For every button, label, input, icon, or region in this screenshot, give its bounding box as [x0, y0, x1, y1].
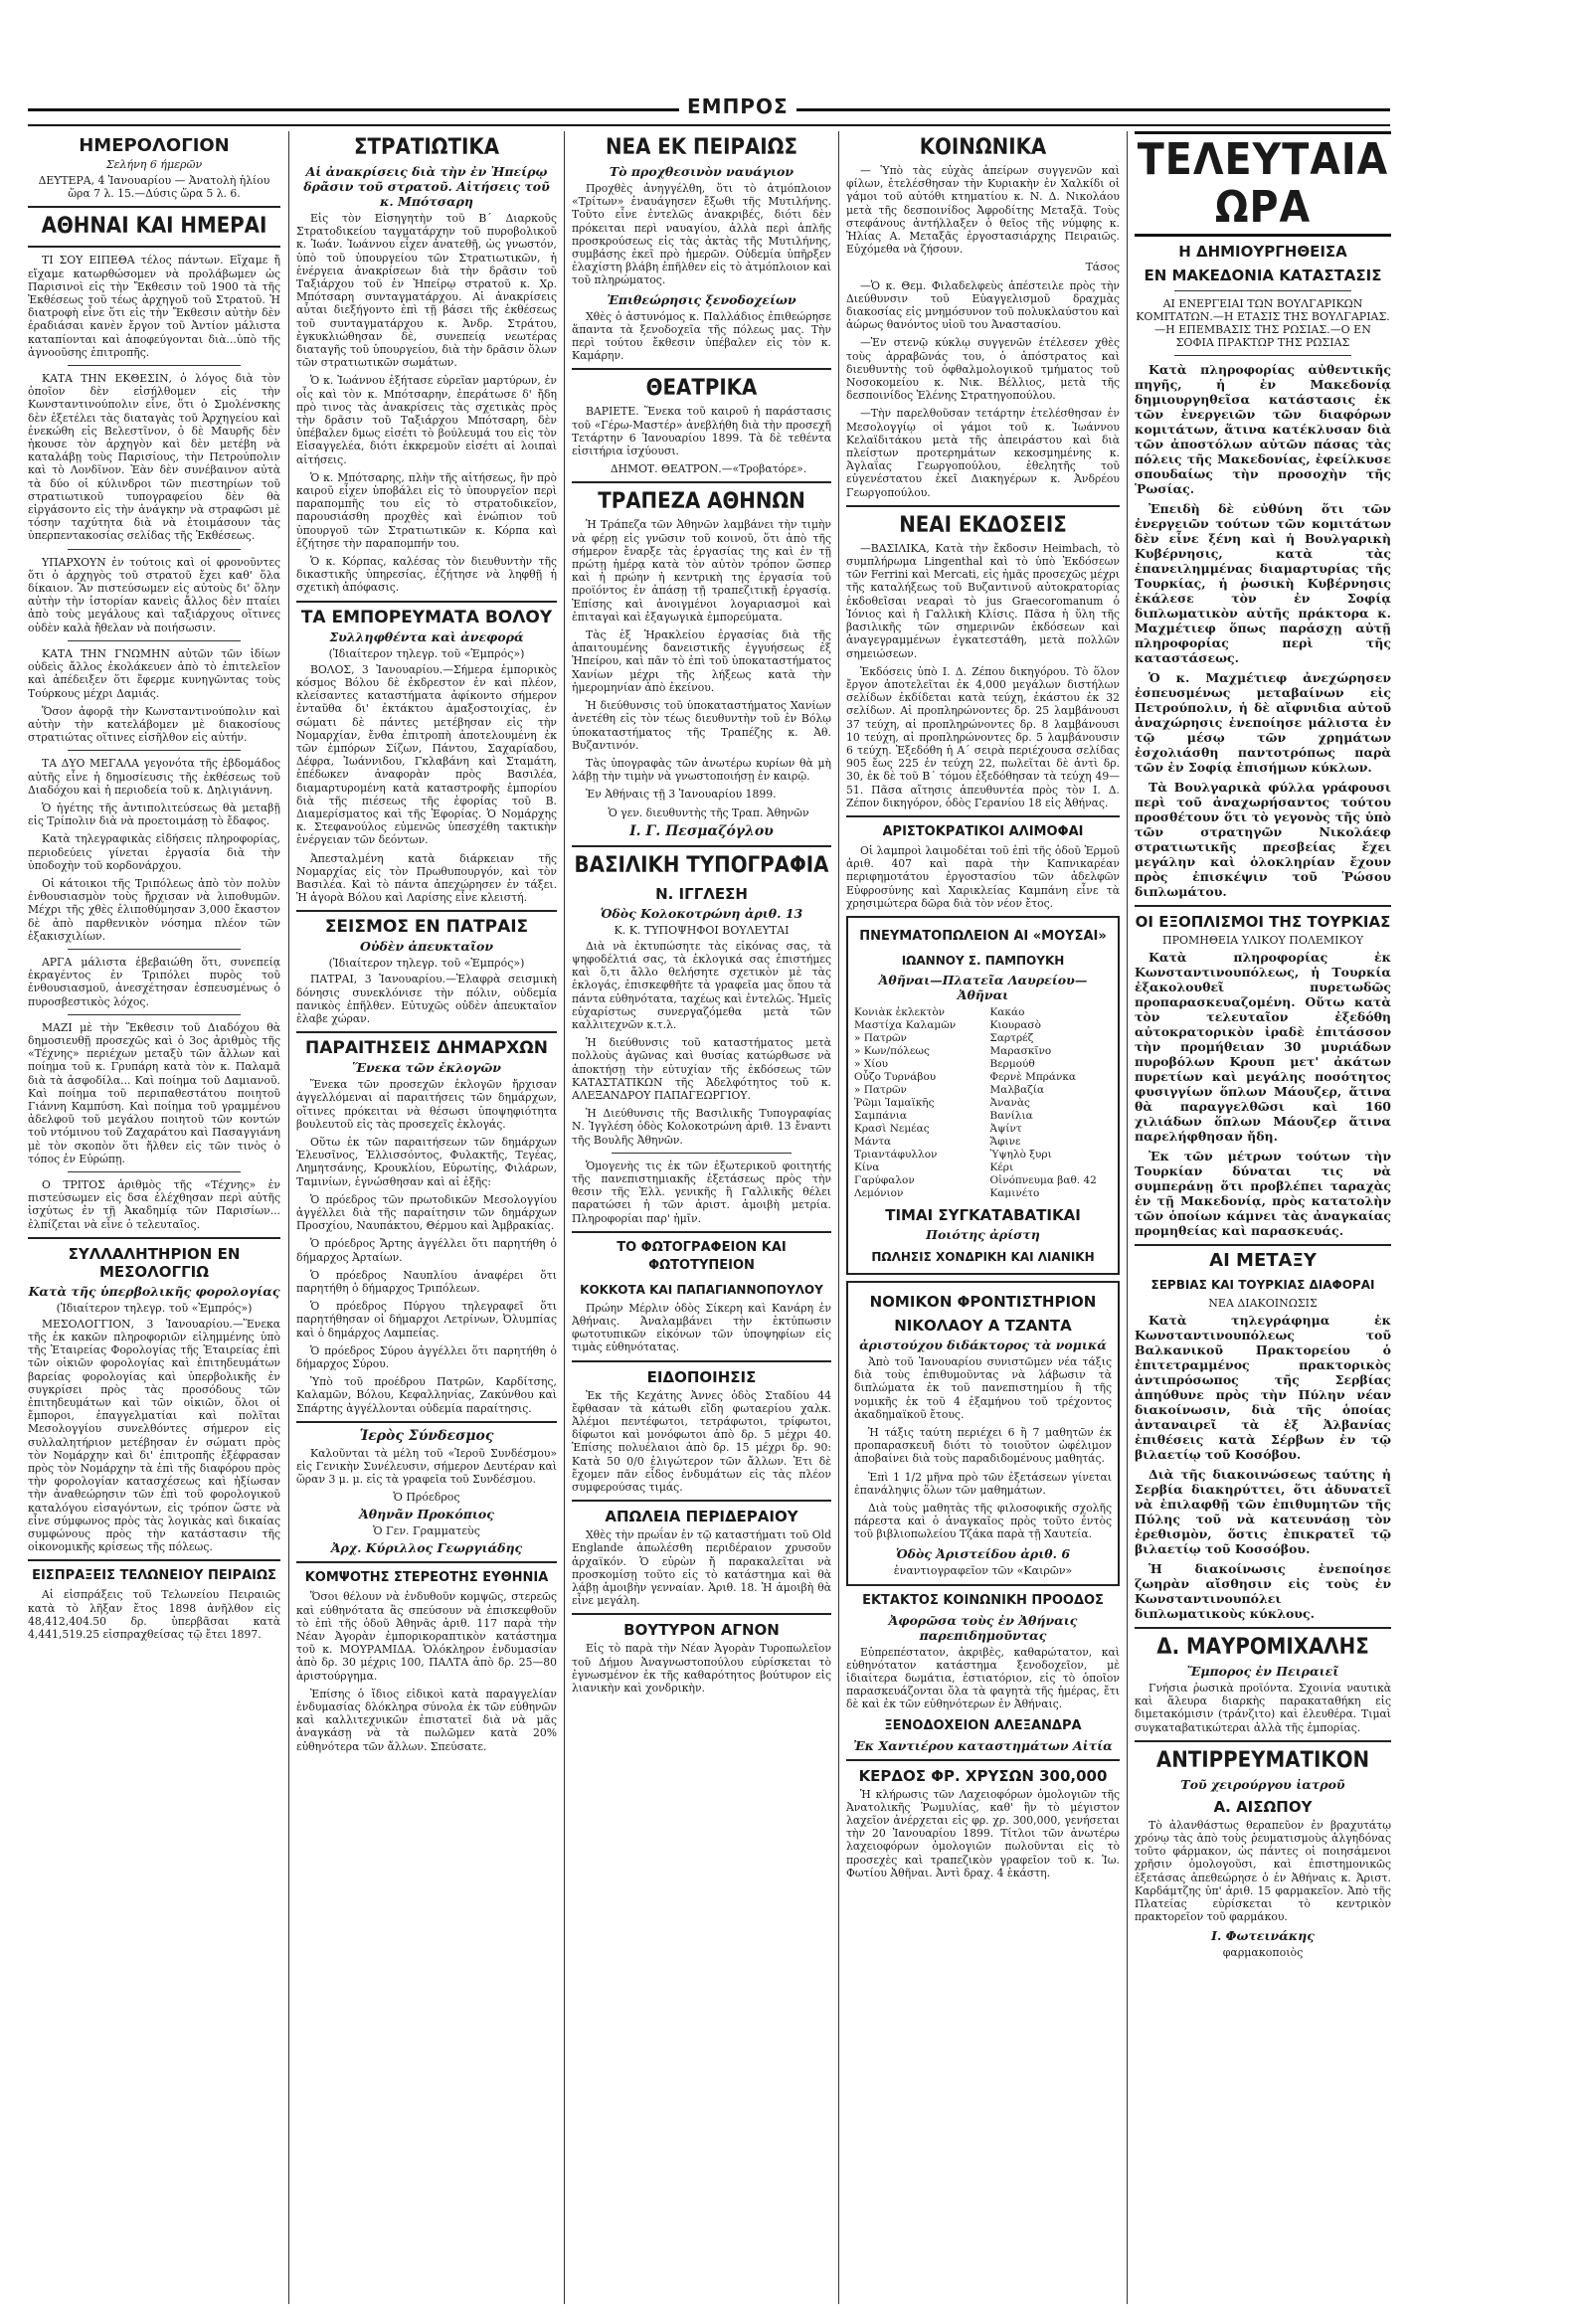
- article-headline: ΟΙ ΕΞΟΠΛΙΣΜΟΙ ΤΗΣ ΤΟΥΡΚΙΑΣ: [1135, 913, 1391, 931]
- list-item: Μαρασκῖνο: [989, 1044, 1052, 1057]
- article-headline: ΣΕΙΣΜΟΣ ΕΝ ΠΑΤΡΑΙΣ: [324, 917, 529, 938]
- advert-text: Ἡ τάξις ταύτη περιέχει 6 ἢ 7 μαθητῶν ἐκ προπαρασκευῆ διότι τὸ τοιοῦτον ὠφέλιμον ἀποβαίνει διὰ τοὺς παραδιδομένους μαθητάς.: [854, 1425, 1112, 1466]
- list-item: Ὑψηλὸ ξυρι: [989, 1148, 1052, 1161]
- column-1: [28, 131, 280, 2304]
- article-headline: ΠΑΡΑΙΤΗΣΕΙΣ ΔΗΜΑΡΧΩΝ: [305, 1038, 548, 1059]
- advert-subheadline: ΚΟΚΚΟΤΑ ΚΑΙ ΠΑΠΑΓΙΑΝΝΟΠΟΥΛΟΥ: [580, 1282, 823, 1297]
- list-item: Οἰνόπνευμα βαθ. 42: [989, 1173, 1097, 1186]
- advert-headline: ΒΟΥΤΥΡΟΝ ΑΓΝΟΝ: [623, 1621, 780, 1640]
- advert-text: Εἰς τὸ παρὰ τὴν Νέαν Ἀγορὰν Τυροπωλεῖον τοῦ Δήμου Ἀναγνωστοπούλου εὑρίσκεται τὸ ἐγνωσμένον ἐκ τῆς καθαρότητος βούτυρον εἰς λιανικὴν καὶ χονδρικὴν.: [572, 1642, 831, 1696]
- article-subheadline: Οὐδὲν ἀπευκταῖον: [359, 939, 494, 955]
- signature-title: Ὁ Πρόεδρος: [393, 1491, 460, 1505]
- section-heading-last-hour: ΤΕΛΕΥΤΑΙΑ ΩΡΑ: [1135, 131, 1391, 237]
- article-paragraph: Προχθὲς ἀνηγγέλθη, ὅτι τὸ ἀτμόπλοιον «Τρίτων» ἐναυάγησεν ἔξωθι τῆς Μυτιλήνης. Τοῦτο εἶνε ἐντελῶς ἀνακριβές, διότι δὲν πρόκειται περὶ ναυαγίου, ἀλλὰ περὶ ἁπλῆς προσκρούσεως εἰς τὰς ἀκτὰς τῆς Μυτιλήνης, συμβάσης ἐκεῖ πρὸ ἡμερῶν. Οὐδεμία ὑπῆρξεν ἐλαχίστη βλάβη ἐπῆλθεν εἰς τὸ ἀτμόπλοιον καὶ τοῦ πληρώματος.: [572, 182, 831, 287]
- article-paragraph: Ὅσον ἀφορᾷ τὴν Κωνσταντινούπολιν καὶ αὐτὴν τὴν κατελάβομεν μὲ διακοσίους στρατιώτας οἵτινες εἰσῆλθον εἰς αὐτήν.: [28, 704, 280, 745]
- list-item: Κονιὰκ ἐκλεκτὸν: [854, 1005, 946, 1018]
- column-5: [1135, 131, 1391, 2304]
- article-paragraph: Ὁ πρόεδρος Σύρου ἀγγέλλει ὅτι παρητήθη ὁ δήμαρχος Σύρου.: [296, 1343, 557, 1371]
- column-divider: [838, 131, 839, 2304]
- list-item: Κίνα: [854, 1161, 880, 1173]
- advert-subheadline: Ἀφορῶσα τοὺς ἐν Ἀθήναις παρεπιδημοῦντας: [888, 1612, 1078, 1643]
- advert-text: Ἡ κλήρωσις τῶν Λαχειοφόρων ὁμολογιῶν τῆς Ἀνατολικῆς Ῥωμυλίας, καθ' ἣν τὸ μέγιστον λαχεῖον ἀνέρχεται εἰς φρ. χρ. 300,000, γενήσεται τὴν 20 Ἰανουαρίου 1899. Τίτλοι τῶν ἀνωτέρω λαχειοφόρων ὁμολογιῶν πωλοῦνται εἰς τὸ προσεχὲς καὶ τραπεζικὸν γραφεῖον τοῦ κ. Ἰω. Φωτίου Ἀθῆναι. Ἀντὶ δραχ. 4 ἑκάστη.: [846, 1787, 1120, 1879]
- advert-text: Εὐπρεπέστατον, ἀκριβὲς, καθαρώτατον, καὶ εὐθηνότατον κατάστημα ξενοδοχεῖον, μὲ ἰδιαίτερα δωμάτια, ἑστιατόριον, εἰς τὸ ὁποῖον παρασκευάζονται ὅλα τὰ φαγητὰ τῆς ἡμέρας, ἔτι δὲ καὶ ἐκ τῶν εὐθηνότερων ἐν Ἀθήναις.: [846, 1645, 1120, 1711]
- article-paragraph: ΜΕΣΟΛΟΓΓΙΟΝ, 3 Ἰανουαρίου.—Ἕνεκα τῆς ἐκ κακῶν πληροφοριῶν εἰλημμένης ὑπὸ τῆς Ἐταιρείας Φορολογίας τῆς Ἑταιρείας ἐπὶ τῶν οἰκιῶν φορολογίας καὶ ἐπιτηδευμάτων βαρείας φορολογίας καὶ ὑπερβολικῆς ἐν συγκρίσει πρὸς τὰς προσόδους τῶν ἐπιτηδευμάτων καὶ τῶν οἰκιῶν, ὅλοι οἱ ἔμποροι, ἐπαγγελματίαι καὶ πολῖται Μεσολογγίου συνελθόντες σήμερον εἰς συλλαλητήριον μετέβησαν ἐν σώματι πρὸς τὸν Νομάρχην καὶ δι' ἐπιτροπῆς ἐξέφρασαν πρὸς τὸν Νομάρχην τὰ ἐπὶ τῆς διαφόρου πρὸς τὴν φορολογίαν κατασχέσεως καὶ ἠξίωσαν τὴν ἀναθεώρησιν τῶν ἐπὶ τοῦ φορολογικοῦ καταλόγου εἰσαγόντων, εἰς τρόπον ὥστε νὰ εἶνε σύμφωνος πρὸς τὰς λογικὰς καὶ δικαίας συμφώνους πρὸς τὴν κατάστασιν τῆς οἰκονομικῆς κρίσεως τῆς πόλεως.: [28, 1317, 280, 1554]
- article-paragraph: Ὁ πρόεδρος τῶν πρωτοδικῶν Μεσολογγίου ἀγγέλλει διὰ τῆς παραίτησιν τῶν δημάρχων Προσχίου, Ναυπάκτου, Θέρμου καὶ Ἀμβρακίας.: [296, 1192, 557, 1233]
- calendar-sun: ΔΕΥΤΕΡΑ, 4 Ἰανουαρίου — Ἀνατολὴ ἡλίου ὥρα 7 λ. 15.—Δύσις ὥρα 5 λ. 6.: [38, 174, 270, 201]
- column-2: [296, 131, 557, 2304]
- article-paragraph: ΤΑ ΔΥΟ ΜΕΓΑΛΑ γεγονότα τῆς ἑβδομάδος αὐτῆς εἶνε ἡ δημοσίευσις τῆς ἐκθέσεως τοῦ Διαδόχου καὶ ἡ περιοδεία τοῦ κ. Δηλιγιάννη.: [28, 757, 280, 797]
- article-paragraph: Αἱ εἰσπράξεις τοῦ Τελωνείου Πειραιῶς κατὰ τὸ λῆξαν ἔτος 1898 ἀνῆλθον εἰς 48,412,404.50 δρ. ὑπερβᾶσαι κατὰ 4,441,519.25 εἰσπραχθείσας τῷ ἔτει 1897.: [28, 1588, 280, 1642]
- advert-headline: ΑΠΩΛΕΙΑ ΠΕΡΙΔΕΡΑΙΟΥ: [605, 1508, 798, 1526]
- article-paragraph: Ὁ ἡγέτης τῆς ἀντιπολιτεύσεως θὰ μεταβῇ εἰς Τρίπολιν διὰ νὰ προετοιμάσῃ τὸ ἔδαφος.: [28, 801, 280, 828]
- article-paragraph: Ὁ πρόεδρος Πύργου τηλεγραφεῖ ὅτι παρητήθησαν οἱ δήμαρχοι Λετρίνων, Ὀλυμπίας καὶ ὁ δημάρχος Λαμπείας.: [296, 1300, 557, 1340]
- advert-subheadline: Ἐκ Χαντιέρου καταστημάτων Αἰτία: [853, 1737, 1113, 1753]
- article-subheadline: Ἕνεκα τῶν ἐκλογῶν: [352, 1060, 501, 1076]
- article-paragraph: Ὑπὸ τοῦ προέδρου Πατρῶν, Καρδίτσης, Καλαμῶν, Βόλου, Κεφαλληνίας, Ζακύνθου καὶ Σπάρτης ἀγγέλλονται οὐδεμία παραίτησις.: [296, 1375, 557, 1415]
- article-paragraph: Ὁ γεν. διευθυντὴς τῆς Τραπ. Ἀθηνῶν: [608, 805, 809, 819]
- advert-headline: ΕΚΤΑΚΤΟΣ ΚΟΙΝΩΝΙΚΗ ΠΡΟΟΔΟΣ: [862, 1592, 1104, 1608]
- article-paragraph: Ἀπεσταλμένη κατὰ διάρκειαν τῆς Νομαρχίας εἰς τὸν Πρωθυπουργόν, καὶ τὸν Βασιλέα. Καὶ τὸ πάντα ἀπεχώρησεν ἐν τάξει. Ἡ ἀγορὰ Βόλου καὶ Λαρίσης εἶνε κλειστή.: [296, 851, 557, 905]
- advert-text: Ἀπὸ τοῦ Ἰανουαρίου συνιστῶμεν νέα τάξις διὰ τοὺς ἐπιθυμοῦντας νὰ λάβωσιν τὰ διπλώματα ἐκ τοῦ πανεπιστημίου ἢ τῆς νομικῆς ἐκ τοῦ 4 ἑξαμήνου τοῦ τρέχοντος ἀκαδημαϊκοῦ ἔτους.: [854, 1354, 1112, 1421]
- list-item: Κρασὶ Νεμέας: [854, 1122, 930, 1135]
- article-subheadline: Τὸ προχθεσινὸν ναυάγιον: [609, 164, 795, 179]
- advert-headline: Δ. ΜΑΥΡΟΜΙΧΑΛΗΣ: [1156, 1635, 1369, 1660]
- article-subheadline: Κατὰ τῆς ὑπερβολικῆς φορολογίας: [28, 1283, 280, 1299]
- product-list-right: [990, 1006, 1113, 1200]
- product-list-left: [854, 1006, 976, 1200]
- article-paragraph: ΚΑΤΑ ΤΗΝ ΕΚΘΕΣΙΝ, ὁ λόγος διὰ τὸν ὁποῖον δὲν εἰσήλθομεν εἰς τὴν Κωνσταντινούπολιν εἶνε, ὅτι ὁ Σμολένσκης δὲν ἐξετέλει τὰς διαταγὰς τοῦ Ἀρχηγείου καὶ ἐνεκώθη εἰς Βελεστῖνον, ὁ δὲ Μαυρῆς δὲν ἠκουσε τὸν ἀρχηγὸν καὶ δὲν μετέβη νὰ καταλάβῃ τοὺς Παρισίους, τὴν Πετρούπολιν καὶ τὸ Λονδῖνον. Ἐὰν δὲν συνέβαινον αὐτὰ τὰ δύο οἱ κύλινδροι τῶν πιεστηρίων τοῦ στρατιωτικοῦ τυπογραφείου δὲν θὰ εἰργάσοντο εἰς τὴν ἀνάγκην νὰ στραφῶσι μὲ τόσην ταχύτητα διὰ νὰ ἑτοιμάσουν τὰς ὑπερπεντακοσίας σελίδας τῆς Ἐκθέσεως.: [28, 372, 280, 543]
- signature-title: Ὁ Γεν. Γραμματεὺς: [373, 1524, 480, 1538]
- list-item: Γαρύφαλον: [854, 1173, 915, 1186]
- telegram-credit: (Ἰδιαίτερον τηλεγρ. τοῦ «Ἐμπρός»): [56, 1301, 253, 1315]
- advert-subheadline: Ν. ΙΓΓΛΕΣΗ: [655, 884, 748, 903]
- advert-text: Ἐκ τῆς Κεχάτης Ἀννες ὁδὸς Σταδίου 44 ἔφθασαν τὰ κάτωθι εἴδη φωταερίου χαλκ. Ἀλέμοι πεντέφωτοι, τετράφωτοι, τρίφωτοι, δίφωτοι καὶ μονόφωτοι ἀπὸ δρ. 5 μέχρι 40. Ἐπίσης πολυέλαιοι ἀπὸ δρ. 15 μέχρι δρ. 90: Κατὰ 50 0/0 ἐλιγώτερον τῶν ἄλλων. Ἐτι δὲ ἔχομεν πᾶν εἶδος ἐνδυμάτων εἰς τὰς πλέον συμφερούσας τιμάς.: [572, 1388, 831, 1495]
- list-item: Βανίλια: [989, 1109, 1033, 1122]
- list-item: Μαλβαζία: [989, 1083, 1045, 1096]
- advert-headline: ΤΙΜΑΙ ΣΥΓΚΑΤΑΒΑΤΙΚΑΙ: [885, 1205, 1081, 1224]
- article-paragraph: Χθὲς ὁ ἀστυνόμος κ. Παλλάδιος ἐπιθεώρησε ἅπαντα τὰ ξενοδοχεῖα τῆς πόλεως μας. Τὴν περὶ τούτου ἔκθεσιν ὑπέβαλεν εἰς τὸν κ. Καμάρην.: [572, 309, 831, 363]
- article-paragraph: Ἐν Ἀθήναις τῇ 3 Ἰανουαρίου 1899.: [586, 788, 777, 802]
- article-paragraph: —Ἐν στενῷ κύκλῳ συγγενῶν ἐτέλεσεν χθὲς τοὺς ἀρραβῶνάς του, ὁ ἀπόστρατος καὶ διευθυντὴς τοῦ ὀφθαλμολογικοῦ τμήματος τοῦ Νοσοκομείου κ. Νικ. Βέλλιος, μετὰ τῆς δεσποινίδος Ἑλένης Στρατηγοπούλου.: [846, 336, 1120, 403]
- advert-headline: ΑΝΤΙΡΡΕΥΜΑΤΙΚΟΝ: [1155, 1747, 1370, 1773]
- telegram-credit: (Ἰδιαίτερον τηλεγρ. τοῦ «Ἐμπρός»): [328, 646, 525, 660]
- calendar-moon: Σελήνη 6 ήμερῶν: [105, 158, 203, 171]
- list-item: » Κων/πόλεως: [854, 1044, 930, 1057]
- advert-address: Ὁδὸς Κολοκοτρώνη ἀριθ. 13: [600, 905, 803, 921]
- article-headline: ΣΕΡΒΙΑΣ ΚΑΙ ΤΟΥΡΚΙΑΣ ΔΙΑΦΟΡΑΙ: [1150, 1278, 1375, 1292]
- advert-subheadline: Ποιότης ἀρίστη: [926, 1226, 1040, 1242]
- article-paragraph: Ἡ διεύθυνσις τοῦ ὑποκαταστήματος Χανίων ἀνετέθη εἰς τὸν τέως διευθυντὴν τοῦ ἐν Βόλῳ ὑποκαταστήματος τῆς Τραπέζης κ. Ἀθ. Βυζαντινόν.: [572, 699, 831, 752]
- article-paragraph: Τὰς ἐξ Ἡρακλείου ἐργασίας διὰ τῆς ἀπαιτουμένης δανειστικῆς ἐγγυήσεως ἐξ Ἠπείρου, καὶ πᾶν τὸ ἐπὶ τοῦ ὑποκαταστήματος Χανίων μέχρι τῆς λήξεως κατὰ τὴν ἡμερομηνίαν ἀπὸ ἐκείνου.: [572, 628, 831, 694]
- advert-text: Γνήσια ῥωσικὰ προϊόντα. Σχοινία ναυτικὰ καὶ ἅλευρα διαρκὴς παρακαταθήκη εἰς διμετακόμισιν (τράνζιτο) καὶ ἐλευθέρα. Τιμαὶ συγκαταβατικώτεραι ἀλλὰ τῆς ἐμπορίας.: [1135, 1682, 1391, 1734]
- signature-name: Ἀθηνᾶν Προκόπιος: [359, 1507, 494, 1522]
- advert-headline: ΠΝΕΥΜΑΤΟΠΩΛΕΙΟΝ ΑΙ «ΜΟΥΣΑΙ»: [859, 928, 1107, 944]
- advert-text: Ἡ Διεύθυνσις τῆς Βασιλικῆς Τυπογραφίας Ν. Ἰγγλέση ὁδὸς Κολοκοτρώνη ἀριθ. 13 ἔναντι τῆς Βουλῆς Ἀθηνῶν.: [572, 1107, 831, 1147]
- list-item: Μαστίχα Καλαμῶν: [854, 1018, 957, 1031]
- article-signature: Τάσος: [1085, 261, 1120, 274]
- article-paragraph: Κατὰ τηλεγράφημα ἐκ Κωνσταντινουπόλεως τοῦ Βαλκανικοῦ Πρακτορείου ὁ ἐπιτετραμμένος πρακτορικὸς ἀντιπρόσωπος τῆς Σερβίας ἀπηύθυνε πρὸς τὴν Πύλην νέαν διακοίνωσιν, διὰ τῆς ὁποίας ἀνταναιρεῖ τὰ ἐξ Ἀλβανίας ἐπιθέσεις κατὰ Σέρβων ἐν τῷ βιλαετίῳ τοῦ Κοσόβου.: [1135, 1313, 1391, 1462]
- list-item: Σαρτρέζ: [989, 1031, 1034, 1044]
- column-3: [572, 131, 831, 2304]
- advert-text: Ἡ διεύθυνσις τοῦ καταστήματος μετὰ πολλοὺς ἀγῶνας καὶ θυσίας κατώρθωσε νὰ ἀποκτήσῃ τὴν εὐτυχίαν τῆς ἐκδόσεως τῶν ΚΑΤΑΣΤΑΤΙΚΩΝ τῆς Ἀδελφότητος τοῦ κ. ΑΛΕΞΑΝΔΡΟΥ ΠΑΠΑΓΕΩΡΓΙΟΥ.: [572, 1036, 831, 1102]
- advert-text: Διὰ νὰ ἐκτυπώσητε τὰς εἰκόνας σας, τὰ ψηφοδέλτιά σας, τὰ ἐκλογικά σας ἐπιστήμες καὶ ὅ,τι ἄλλο θελήσητε σχετικὸν μὲ τὰς ἐκλογάς, ἐπισκεφθῆτε τὰ γραφεῖα μας ὅπου τὰ πάντα εὐθηνότατα, ταχέως καὶ ἐντελῶς. Ἡμεῖς εὐχαρίστως συνεργαζόμεθα μετὰ τῶν καλλιτεχνῶν κ.τ.λ.: [572, 939, 831, 1031]
- column-divider: [564, 131, 565, 2304]
- article-subheadline: Αἱ ἀνακρίσεις διὰ τὴν ἐν Ἠπείρῳ δρᾶσιν τοῦ στρατοῦ. Αἰτήσεις τοῦ κ. Μπότσαρη: [303, 164, 550, 209]
- advert-text: Ἐπὶ 1 1/2 μῆνα πρὸ τῶν ἐξετάσεων γίνεται ἐπανάληψις ὅλων τῶν μαθημάτων.: [854, 1470, 1112, 1497]
- signature-name: Ι. Φωτεινάκης: [1211, 1928, 1315, 1944]
- article-paragraph: Ἕνεκα τῶν προσεχῶν ἐκλογῶν ἤρχισαν ἀγγελλόμεναι αἱ παραιτήσεις τῶν δημάρχων, οἵτινες πρόκειται νὰ θέσωσι ὑποψηφιότητα βουλευτοῦ εἰς τὰς προσεχεῖς ἐκλογάς.: [296, 1078, 557, 1131]
- article-paragraph: Ὁ πρόεδρος Ἄρτης ἀγγέλλει ὅτι παρητήθη ὁ δήμαρχος Ἀρταίων.: [296, 1237, 557, 1264]
- article-paragraph: Ὁ κ. Κόρπας, καλέσας τὸν διευθυντὴν τῆς δικαστικῆς ὑπηρεσίας, ἐζήτησε νὰ ληφθῇ ἡ σχετικὴ ἀπόφασις.: [296, 555, 557, 595]
- article-summary: ΠΡΟΜΗΘΕΙΑ ΥΛΙΚΟΥ ΠΟΛΕΜΙΚΟΥ: [1162, 934, 1363, 947]
- article-paragraph: Ἡ διακοίνωσις ἐνεποίησε ζωηρὰν αἴσθησιν εἰς τοὺς ἐν Κωνσταντινουπόλει διπλωματικοὺς κύκλους.: [1135, 1561, 1391, 1621]
- article-headline: ΕΙΣΠΡΑΞΕΙΣ ΤΕΛΩΝΕΙΟΥ ΠΕΙΡΑΙΩΣ: [32, 1568, 276, 1584]
- article-paragraph: Ἐκδόσεις ὑπὸ Ι. Δ. Ζέπου δικηγόρου. Τὸ ὅλον ἔργον ἀποτελεῖται ἐκ 4,000 μεγάλων διστήλων σελίδων ἐκδίδεται κατὰ τεύχη, ἑκάστου ἐκ 32 σελίδων. Αἱ προπληρώνοντες δρ. 25 λαμβάνουσι 37 τεύχη, αἱ προπληρώνοντες δρ. 8 λαμβάνουσι 10 τεύχη, αἱ προπληρώνοντες δρ. 5 λαμβάνουσιν 6 τεύχη. Ἐξεδόθη ἡ Α΄ σειρὰ περιέχουσα σελίδας 905 ἔως 225 ἐν τεύχη 22, πωλεῖται δὲ ἀντὶ δρ. 30, ἐκ δὲ τοῦ Β΄ τόμου ἐξεδόθησαν τὰ τεύχη 49—51. Πᾶσα αἴτησις ἀπευθυντέα πρὸς τὸν Ι. Δ. Ζέπον δικηγόρον, ὁδὸς Γερανίου 18 εἰς Ἀθήνας.: [846, 664, 1120, 809]
- article-paragraph: —Ὁ κ. Θεμ. Φιλαδελφεὺς ἀπέστειλε πρὸς τὴν Διεύθυνσιν τοῦ Εὐαγγελισμοῦ δραχμὰς διακοσίας εἰς μνημόσυνον τοῦ πολυκλαύστου καὶ ἀώρως θανόντος υἱοῦ του Ἀναστασίου.: [846, 278, 1120, 332]
- advert-caption: Κ. Κ. ΤΥΠΟΨΗΦΟΙ ΒΟΥΛΕΥΤΑΙ: [614, 923, 790, 937]
- article-headline: ΣΥΛΛΑΛΗΤΗΡΙΟΝ ΕΝ ΜΕΣΟΛΟΓΓΙΩ: [68, 1244, 241, 1281]
- list-item: Λεμόνιον: [854, 1186, 904, 1199]
- column-divider: [288, 131, 289, 2304]
- list-item: Κιουρασὸ: [989, 1018, 1041, 1031]
- list-item: » Πατρῶν: [854, 1083, 907, 1096]
- article-paragraph: — Ὑπὸ τὰς εὐχὰς ἀπείρων συγγενῶν καὶ φίλων, ἐτελέσθησαν τὴν Κυριακὴν ἐν Χαλκίδι οἱ γάμοι τοῦ αὐτόθι κτηματίου κ. Ν. Δ. Νικολάου μετὰ τῆς δεσποινίδος Ἀφροδίτης Μεταξᾶ. Τοὺς στεφάνους ἀντήλλαξεν ὁ θεῖος τῆς νύμφης κ. Ἠλίας Α. Μεταξᾶς ἐργοστασιάρχης Πειραιῶς. Εὐχόμεθα νὰ ζήσουν.: [846, 164, 1120, 257]
- article-subheadline: Συλληφθέντα καὶ ἀνεφορά: [329, 628, 524, 644]
- advert-text: Διὰ τοὺς μαθητὰς τῆς φιλοσοφικῆς σχολῆς πάρεστα καὶ ὁ ἀναγκαῖος πρὸς τοῦτο ἐντὸς τοῦ βιβλιοπωλείου Τζάκα παρὰ τῇ Χαυτεία.: [854, 1501, 1112, 1541]
- advert-text: Ὅσοι θέλουν νὰ ἐνδυθοῦν κομψῶς, στερεῶς καὶ εὐθηνότατα ἃς σπεύσουν νὰ ἐπισκεφθοῦν τὸ ἐπὶ τῆς ὁδοῦ Ἀθηνᾶς ἀριθ. 117 παρὰ τὴν Νέαν Ἀγορὰν ἐμπορικοραπτικὸν κατάστημα τοῦ κ. ΜΟΥΡΑΜΙΔΑ. Ὁλόκληρον ἐνδυμασίαν ἀπὸ δρ. 30 μέχρις 100, ΠΑΛΤΑ ἀπὸ δρ. 25—80 ἀριστούργημα.: [296, 1590, 557, 1683]
- advert-subheadline: ΠΩΛΗΣΙΣ ΧΟΝΔΡΙΚΗ ΚΑΙ ΛΙΑΝΙΚΗ: [871, 1249, 1095, 1264]
- advert-headline: ΞΕΝΟΔΟΧΕΙΟΝ ΑΛΕΞΑΝΔΡΑ: [884, 1717, 1082, 1733]
- list-item: Μάντα: [854, 1135, 892, 1148]
- article-paragraph: ΥΠΑΡΧΟΥΝ ἐν τούτοις καὶ οἱ φρονοῦντες ὅτι ὁ ἀρχηγὸς τοῦ στρατοῦ ἔχει καθ' ὅλα δίκαιον. Ἂν πιστεύσωμεν εἰς αὐτοὺς δι' ὅλην αὐτὴν τὴν ἱστορίαν κανεὶς ἄλλος δὲν πταίει ἀπὸ τοὺς μεγάλους καὶ ταξιάρχους οἵτινες οὐδὲν καλὰ ἤθελαν νὰ ποιήσωσιν.: [28, 555, 280, 634]
- advert-box: [846, 1281, 1120, 1586]
- article-headline: Ἱερὸς Σύνδεσμος: [359, 1427, 494, 1444]
- advert-headline: ΚΕΡΔΟΣ ΦΡ. ΧΡΥΣΩΝ 300,000: [858, 1766, 1108, 1785]
- article-headline: Η ΔΗΜΙΟΥΡΓΗΘΕΙΣΑ: [1178, 243, 1347, 261]
- article-paragraph: Τὰ Βουλγαρικὰ φύλλα γράφουσι περὶ τοῦ ἀναχωρήσαντος τούτου προσθέτουν ὅτι τὸ γεγονὸς τῆς ὑπὸ τῶν στρατηγῶν Νικολάεφ στρατιωτικῆς πρεσβείας ἔχει μεγάλην καὶ ὁλοκληρίαν ἔχουν πρὸς ἐπισκέψιν τοῦ Ῥώσου διπλωμάτου.: [1135, 780, 1391, 899]
- article-paragraph: Ὁ κ. Ἰωάννου ἐξήτασε εὐρεῖαν μαρτύρων, ἐν οἷς καὶ τὸν κ. Μπότσαρην, ἐπεράτωσε δ' ἤδη πρὸ τινος τὰς ἀνακρίσεις τὰς σχετικὰς πρὸς τὴν δρᾶσιν τοῦ Ταξιάρχου Μπότσαρη, δὲν ὑπέβαλεν δμως εἰσέτι τὸ βούλευμά του εἰς τὸν Εἰσαγγελέα, διότι ἐκκρεμοῦν εἰσέτι αἱ λοιπαὶ αἰτήσεις.: [296, 374, 557, 466]
- signature-name: Ἀρχ. Κύριλλος Γεωργιάδης: [330, 1540, 523, 1556]
- article-paragraph: Κατὰ τηλεγραφικὰς εἰδήσεις πληροφορίας, περιοδεύεις γίνεται ἐργασία διὰ τὴν ὑποδοχὴν τοῦ κορδονάρχου.: [28, 832, 280, 872]
- advert-headline: ΒΑΣΙΛΙΚΗ ΤΥΠΟΓΡΑΦΙΑ: [574, 852, 829, 878]
- list-item: Τριαντάφυλλον: [854, 1148, 938, 1161]
- article-paragraph: ΒΑΡΙΕΤΕ. Ἕνεκα τοῦ καιροῦ ἡ παράστασις τοῦ «Γέρω-Μαστέρ» ἀνεβλήθη διὰ τὴν προσεχῆ Τετάρτην 6 Ἰανουαρίου 1899. Τὰ δὲ τεθέντα εἰσιτήρια ἰσχύουσι.: [572, 405, 831, 458]
- advert-headline: ΚΟΜΨΟΤΗΣ ΣΤΕΡΕΟΤΗΣ ΕΥΘΗΝΙΑ: [304, 1570, 549, 1586]
- article-paragraph: Ο ΤΡΙΤΟΣ ἀριθμὸς τῆς «Τέχνης» ἐν πιστεύσωμεν εἰς δσα ἐλέχθησαν περὶ αὐτῆς ἰσχύτως ἐν τῇ Ἀκαδημίᾳ τῶν Παρισίων... ἐλπίζεται νὰ εἶνε ὁ τελευταῖος.: [28, 1178, 280, 1231]
- article-headline: ΕΝ ΜΑΚΕΔΟΝΙΑ ΚΑΤΑΣΤΑΣΙΣ: [1144, 267, 1382, 284]
- article-paragraph: ΜΑΖΙ μὲ τὴν Ἔκθεσιν τοῦ Διαδόχου θὰ δημοσιευθῇ προσεχῶς καὶ ὁ 3ος ἀριθμὸς τῆς «Τέχνης» περιέχων μεταξὺ τῶν ἄλλων καὶ ποίημα τοῦ κ. Γρυπάρη κατὰ τὸν κ. Παλαμᾶ διὰ τὰ ἀσφοδίλα... Καὶ ποίημα τοῦ Δαμιανοῦ. Καὶ ποίημα τοῦ περιπαθεστάτου ποιητοῦ Γιάννη Καμπύση. Καὶ ποίημα τοῦ γραμμένου ἀδελφοῦ τοῦ μεγάλου ποιητοῦ τῶν κοντών τοῦ ντόμινου τοῦ Ζαχαράτου καὶ Πασαγγιάνη μὲ τὸν σκοπὸν ὅτι ἤλθεν εἰς τῶν τινὸς ὁ τόπος ἐν Εὐρώπῃ.: [28, 1020, 280, 1165]
- section-heading: ΘΕΑΤΡΙΚΑ: [645, 376, 758, 402]
- article-paragraph: ΒΟΛΟΣ, 3 Ἰανουαρίου.—Σήμερα ἐμπορικὸς κόσμος Βόλου δὲ ἐκδρεστον ἐν καὶ πλέον, κλείσαντες καταστήματα ἀφίκοντο σήμερον ἐνταῦθα δι' ἐκτάκτου ἀμαξοστοιχίας, ἐν σώματι δὲ πάντες μετέβησαν εἰς τὴν Νομαρχίαν, ἔνθα ἐπιτροπὴ ἀποτελουμένη ἐκ τῶν ἐμπόρων Σίζων, Πάντου, Σαχαρίαδου, Δέφρα, Ἰωάννιδου, Γκλαβάνη καὶ Σταμάτη, ἐπέδωκεν ἀναφορὰν πρὸς Βασιλέα, διαμαρτυρομένη κατὰ καταστροφῆς ἐμπορίου διὰ τῆς πιέσεως τῆς ἐφορίας τοῦ Β. Διαμερίσματος καὶ τῆς Ἐφορίας. Ὁ Νομάρχης κ. Στεφανούλος εὐμενῶς ὑπεσχέθη τακτικὴν ἐνέργειαν τῶν δεόντων.: [296, 662, 557, 847]
- list-item: Οὖζο Τυρνάβου: [854, 1070, 937, 1083]
- article-paragraph: Οἱ κάτοικοι τῆς Τριπόλεως ἀπὸ τὸν πολὺν ἐνθουσιασμὸν τοὺς ἤρχισαν νὰ λιποθυμῶν. Μέχρι τῆς χθὲς ἐλιποθύμησαν 3,000 ἔκαστον δὲ ἀπὸ παρθενικὸν νόσημα πλέον τῶν ἑξακισχιλίων.: [28, 876, 280, 943]
- advert-subheadline: ΙΩΑΝΝΟΥ Σ. ΠΑΜΠΟΥΚΗ: [901, 953, 1065, 968]
- article-paragraph: —Τὴν παρελθοῦσαν τετάρτην ἐτελέσθησαν ἐν Μεσολογγίῳ οἱ γάμοι τοῦ κ. Ἰωάννου Κελαϊδιτάκου μετὰ τῆς ἀπειράστου καὶ διὰ πλείστων προτερημάτων κεκοσμημένης κ. Ἀγλαΐας Γεωργοπούλου, ἐθελητῆς τοῦ εὐγενέστατου ἐκεῖ Διακηγέρων κ. Ἀνδρέου Γεωργοπούλου.: [846, 407, 1120, 499]
- article-paragraph: Ὁ πρόεδρος Ναυπλίου ἀναφέρει ὅτι παρητήθη ὁ δήμαρχος Τριπόλεων.: [296, 1268, 557, 1295]
- article-paragraph: Κατὰ πληροφορίας ἐκ Κωνσταντινουπόλεως, ἡ Τουρκία ἐξακολουθεῖ πυρετωδῶς προπαρασκευαζομένη. Οὕτω κατὰ τὸν τελευταῖον ἐξεδόθη αὐτοκρατορικὸν ἰραδὲ ἐπιτάσσον τὴν προμήθειαν 30 μυριάδων πυροβόλων Κρουπ μετ' ἀκάτων πυρετίων καὶ μεγάλης ποσότητος φυσιγγίων ὅπλων Μάουζερ, ἅτινα θὰ παραγγελθῶσι καὶ 160 χιλιάδων ὅπλων Μάουζερ ἅτινα παρελήφθησαν ἤδη.: [1135, 950, 1391, 1144]
- advert-address: Ἀθῆναι—Πλατεῖα Λαυρείου—Ἀθῆναι: [878, 972, 1088, 1002]
- list-item: Ἀνανὰς: [989, 1096, 1030, 1109]
- article-paragraph: Ἐπειδὴ δὲ εὐθύνη ὅτι τῶν ἐνεργειῶν τούτων τῶν κομιτάτων δὲν εἶνε ξένη καὶ ἡ Βουλγαρικὴ Κυβέρνησις, κατὰ τὰς ἐπανειλημμένας διαμαρτυρίας τῆς Τουρκίας, ἡ ῥωσικὴ Κυβέρνησις ἐκάλεσε τὸν ἐν Σοφίᾳ διπλωματικὸν αὐτῆς πράκτορα κ. Μαχμέτιεφ ὅπως παράσχῃ αὐτῇ πληροφορίας περὶ τῆς καταστάσεως.: [1135, 501, 1391, 665]
- article-headline: ΤΑ ΕΜΠΟΡΕΥΜΑΤΑ ΒΟΛΟΥ: [300, 607, 553, 627]
- article-paragraph: Τὰς ὑπογραφὰς τῶν ἀνωτέρω κυρίων θὰ μὴ λάβῃ τὴν τιμὴν νὰ γνωστοποιήσῃ ἐν καιρῷ.: [572, 756, 831, 784]
- section-heading: ΣΤΡΑΤΙΩΤΙΚΑ: [353, 135, 500, 160]
- article-paragraph: Ὁ κ. Μαχμέτιεφ ἀνεχώρησεν ἐσπευσμένως μεταβαίνων εἰς Πετρούπολιν, ἡ δὲ αἴφνιδια αὐτοῦ ἀναχώρησις ἐνεποίησε μάλιστα ἐν τῷ μέσῳ τῶν χρημάτων ἐσχολιάσθη παντοτρόπως παρὰ τῶν ἐν Σοφίᾳ ἐπισήμων κύκλων.: [1135, 670, 1391, 775]
- article-paragraph: ΠΑΤΡΑΙ, 3 Ἰανουαρίου.—Ἐλαφρὰ σεισμικὴ δόνησις συνεκλόνισε τὴν πόλιν, οὐδεμία πανικὸς ἐπῆλθεν. Εὐτυχῶς οὐδὲν ἀπευκταῖον ἐλαβε χώραν.: [296, 973, 557, 1025]
- advert-subheadline: Α. ΑΙΣΩΠΟΥ: [1213, 1797, 1313, 1816]
- list-item: Βερμούθ: [989, 1057, 1035, 1070]
- advert-headline: ΝΟΜΙΚΟΝ ΦΡΟΝΤΙΣΤΗΡΙΟΝ: [869, 1292, 1097, 1311]
- article-paragraph: ΑΡΓΑ μάλιστα ἐβεβαιώθη ὅτι, συνεπείᾳ ἐκραγέντος ἐν Τριπόλει πυρὸς τοῦ ἐνθουσιασμοῦ, ἀνεσχέτησαν ἐσπευσμένως ὁ πυροσβεστικὸς λόχος.: [28, 955, 280, 1008]
- advert-text: Ὁμογενὴς τις ἐκ τῶν ἐξωτερικοῦ φοιτητής τῆς πανεπιστημιακῆς ἐξετάσεως πρὸς τὴν θεσιν τῆς Ἑλλ. γενικῆς ἢ Γαλλικῆς θέλει παρατώσει ἡ τῶν ἀριστ. ἀμοιβὴ μετρία. Πληροφορίαι παρ' ἡμῖν.: [572, 1159, 831, 1225]
- list-item: » Χίου: [854, 1057, 889, 1070]
- product-list: [854, 1006, 1112, 1200]
- section-heading: ΝΕΑ ΕΚ ΠΕΙΡΑΙΩΣ: [605, 135, 797, 160]
- advert-headline: ΕΙΔΟΠΟΙΗΣΙΣ: [646, 1367, 757, 1386]
- advert-text: Πρώην Μέρλιν ὁδὸς Σίκερη καὶ Κανάρη ἐν Ἀθήναις. Ἀναλαμβάνει τὴν ἐκτύπωσιν φωτοτυπικῶν εἰκόνων τῶν ὑποψηφίων εἰς τιμὰς εὐθηνότατας.: [572, 1301, 831, 1354]
- list-item: Ἄφινε: [989, 1135, 1021, 1148]
- article-paragraph: ΚΑΤΑ ΤΗΝ ΓΝΩΜΗΝ αὐτῶν τῶν ἰδίων οὐδεὶς ἄλλος ἐκολάκευεν ἀπὸ τὸ ἐπιτελεῖον καὶ ἀπέδειξεν ὅτι ἔφερμε κυνηγῶντας τοὺς Τούρκους μέχρι Δαμιάς.: [28, 646, 280, 700]
- article-paragraph: Ἡ Τράπεζα τῶν Ἀθηνῶν λαμβάνει τὴν τιμὴν νὰ φέρῃ εἰς γνῶσιν τοῦ κοινοῦ, ὅτι ἀπὸ τῆς σήμερον ἔναρξε τὰς ἐργασίας της καὶ ἐν τῇ πρώτῃ ἡμέρᾳ κατὰ τὸν αὐτὸν τρόπον ὥσπερ καὶ ἡ πρώην ἡ κεντρικὴ της ἐργασία τοῦ προϊόντος ἐν ἀπάσῃ τῇ τραπεζιτικῇ ἐργασίᾳ. Ἐπίσης καὶ ἀνοιγμένοι λογαριασμοὶ καὶ ἐπιταγαὶ καὶ ἐξαγωγικὰ ἐμπορεύματα.: [572, 518, 831, 624]
- list-item: » Πατρῶν: [854, 1031, 907, 1044]
- advert-text: Τὸ ἀλανθάστως θεραπεῦον ἐν βραχυτάτῳ χρόνῳ τὰς ἀπὸ τοὺς ῥευματισμοὺς ἀλγηδόνας τοῦτο φάρμακον, ὡς πάντες οἱ ποιησάμενοι χρῆσιν ὁμολογοῦσι, καὶ ἐπιστημονικῶς ἐξετάσας ἀπεθεώρησε ὁ ἐν Ἀθήναις κ. Ἀριστ. Καρδάμτζης ὑπ' ἀριθ. 15 φαρμακεῖον. Ἀπὸ τῆς Πλατείας εὑρίσκεται τὸ κεντρικὸν πρακτορεῖον τοῦ φαρμάκου.: [1135, 1818, 1391, 1924]
- advert-text: Χθὲς τὴν πρωΐαν ἐν τῷ καταστήματι τοῦ Old Englande ἀπωλέσθη περιδέραιον χρυσοῦν ἀρχαϊκόν. Ὁ εὑρὼν ἤ παρακαλεῖται νὰ προσκομίσῃ τοῦτο εἰς τὸ κατάστημα καὶ θὰ λάβῃ ἀμοιβὴν γενναίαν. Ἀριθ. 18. Ἡ ἀμοιβὴ θὰ εἶνε μεγάλη.: [572, 1528, 831, 1608]
- advert-caption: ἐναντιογραφεῖον τῶν «Καιρῶν»: [893, 1563, 1073, 1577]
- advert-subheadline: ἀριστούχου διδάκτορος τὰ νομικά: [859, 1337, 1107, 1352]
- article-paragraph: Διὰ τῆς διακοινώσεως ταύτης ἡ Σερβία διακηρύττει, ὅτι ἀδυνατεῖ νὰ ἐπιλαφθῇ τῶν ἐπιθυμητῶν τῆς Πύλης τοῦ νὰ κατευνάσῃ τὸν ἐρεθισμὸν, ὅστις ἐπικρατεῖ τῷ βιλαετίῳ τοῦ Κοσσόβου.: [1135, 1467, 1391, 1556]
- list-item: Καμινέτο: [989, 1186, 1040, 1199]
- article-paragraph: Οὕτω ἐκ τῶν παραιτήσεων τῶν δημάρχων Ἐλευσῖνος, Ἐλλισσόντος, Φυλακτῆς, Τεγέας, Λημητσάνης, Κρουκλίου, Εὐρωτίης, Φιλάρων, Ταμινίων, ἐγνώσθησαν καὶ αἱ ἑξῆς:: [296, 1135, 557, 1188]
- section-heading: ΑΘΗΝΑΙ ΚΑΙ ΗΜΕΡΑΙ: [41, 214, 267, 240]
- list-item: Ἀψίντ: [989, 1122, 1022, 1135]
- list-item: Σαμπάνια: [854, 1109, 907, 1122]
- article-paragraph: ΤΙ ΣΟΥ ΕΙΠΕΘΑ τέλος πάντων. Εἴχαμε ἤ εἴχαμε κατωρθώσομεν νὰ προλάβωμεν ὡς Παρισινοὶ εἰς τὴν Ἔκθεσιν τοῦ 1900 τὰ τῆς Ἐκθέσεως τοῦ τέως ἀρχηγοῦ τοῦ Στρατοῦ. Ἡ διατροφὴ εἶνε ὅτι εἰς τὴν Ἔκθεσιν αὐτὴν δὲν ἐραδιάσαι κανὲν ἔργον τοῦ Ἀντίον μάλιστα καταπίονται καὶ ἀποφεύγονται διὰ...ὑπὸ τῆς ἀγνοοῦσης ἐπιτροπῆς.: [28, 254, 280, 359]
- article-paragraph: Εἰς τὸν Εἰσηγητὴν τοῦ Β΄ Διαρκοῦς Στρατοδικείου ταγματάρχην τοῦ πυροβολικοῦ κ. Ἰωάν. Ἰωάννου εἶχεν ἀνατεθῇ, ὡς γνωστόν, ὑπὸ τοῦ ὑπουργείου τῶν Στρατιωτικῶν, ἡ ἐνέργεια ἀνακρίσεων διὰ τὴν δρᾶσιν τοῦ Ταξιάρχου τοῦ ἐν Ἠπείρῳ στρατοῦ κ. Χρ. Μπότσαρη συνταγματάρχου. Αἱ ἀνακρίσεις αὗται διεξήγοντο ἐπὶ τῇ βάσει τῆς ἐκθέσεως τοῦ συνταγματάρχου κ. Ἀνδρ. Στράτου, ἐγκυκλιώθησαν δὲ, συνεπείᾳ νεωτέρας διαταγῆς τοῦ ὑπουργείου, διὰ τὴν δρᾶσιν ὅλων τῶν στρατιωτικῶν σωμάτων.: [296, 212, 557, 370]
- advert-headline: ΑΡΙΣΤΟΚΡΑΤΙΚΟΙ ΑΛΙΜΟΦΑΙ: [882, 823, 1084, 839]
- article-paragraph: ΔΗΜΟΤ. ΘΕΑΤΡΟΝ.—«Τροβατόρε».: [610, 462, 807, 476]
- article-subheadline: Ἐπιθεώρησις ξενοδοχείων: [607, 291, 796, 307]
- advert-subheadline: ΝΙΚΟΛΑΟΥ Α ΤΖΑΝΤΑ: [894, 1316, 1072, 1335]
- column-4: [846, 131, 1120, 2304]
- column-divider: [1127, 131, 1128, 2304]
- advert-text: Οἱ λαμπροὶ λαιμοδέται τοῦ ἐπὶ τῆς ὁδοῦ Ἑρμοῦ ἀριθ. 407 καὶ παρὰ τὴν Καπνικαρέαν περιφημοτάτου ἐργοστασίου τῶν ἀδελφῶν Εὐφροσύνης καὶ Χαρικλείας Καμπάνη εἶνε τὰ χρησιμώτερα δῶρα διὰ τὸν νέον ἔτος.: [846, 843, 1120, 910]
- article-paragraph: Ἐκ τῶν μέτρων τούτων τὴν Τουρκίαν δύναται τις νὰ συμπεράνῃ ὅτι προβλέπει ταραχὰς ἐν τῇ Μακεδονίᾳ, πρὸς κατατολὴν τῶν ὁποίων κάμνει τὰς ἀναγκαίας προμηθείας καὶ παρασκευάς.: [1135, 1149, 1391, 1238]
- article-headline: ΑΙ ΜΕΤΑΞΥ: [1209, 1250, 1317, 1271]
- advert-subheadline: Ἔμπορος ἐν Πειραιεῖ: [1186, 1664, 1339, 1679]
- article-paragraph: Ὁ κ. Μπότσαρης, πλὴν τῆς αἰτήσεως, ἣν πρὸ καιροῦ εἶχεν ὑποβάλει εἰς τὸ ὑπουργεῖον περὶ παραπομπῆς του εἰς τὸ στρατοδικεῖον, παρουσιάσθη προχθὲς καὶ ἐνώπιον τοῦ ὑπουργοῦ τῶν Στρατιωτικῶν κ. Κόρπα καὶ ἐζήτησε τὴν παραπομπήν του.: [296, 470, 557, 550]
- article-paragraph: Κατὰ πληροφορίας αὐθεντικῆς πηγῆς, ἡ ἐν Μακεδονίᾳ δημιουργηθεῖσα κατάστασις ἐκ τῶν ἐνεργειῶν τῶν διαφόρων κομιτάτων, ἅτινα κατέκλυσαν διὰ τῶν ἀποστόλων αὐτῶν πάσας τὰς πόλεις τῆς Μακεδονίας, ἐφείλκυσε σπουδαίως τὴν προσοχὴν τῆς Ῥωσίας.: [1135, 362, 1391, 496]
- article-summary: ΝΕΑ ΔΙΑΚΟΙΝΩΣΙΣ: [1208, 1297, 1318, 1310]
- section-heading: ΚΟΙΝΩΝΙΚΑ: [919, 135, 1047, 160]
- signature-title: φαρμακοποιὸς: [1222, 1946, 1304, 1960]
- signature-name: Ι. Γ. Πεσμαζόγλου: [629, 822, 774, 839]
- telegram-credit: (Ἰδιαίτερον τηλεγρ. τοῦ «Ἐμπρός»): [328, 957, 525, 971]
- article-paragraph: Καλοῦνται τὰ μέλη τοῦ «Ἱεροῦ Συνδέσμου» εἰς Γενικὴν Συνέλευσιν, σήμερον Δευτέραν καὶ ὥραν 3 μ. μ. εἰς τὰ γραφεῖα τοῦ Συνδέσμου.: [296, 1446, 557, 1487]
- newspaper-name: ΕΜΠΡΟΣ: [679, 94, 796, 118]
- list-item: Ῥῶμι Ἰαμαϊκῆς: [854, 1096, 935, 1109]
- advert-text: Ἐπίσης ὁ ἴδιος εἰδικοὶ κατὰ παραγγελίαν ἐνδυμασίας δλόκληρα σύνολα ἐκ τῶν εὐθηνῶν καὶ καλλιτεχνικῶν ἐπιστατεῖ διὰ νὰ μᾶς ἀναγκάσῃ νὰ τὰ πωλῶμεν κατὰ 20% εὐθηνότερα τῶν ἄλλων. Σπεύσατε.: [296, 1687, 557, 1753]
- advert-box: [846, 916, 1120, 1275]
- article-paragraph: —ΒΑΣΙΛΙΚΑ, Κατὰ τὴν ἔκδοσιν Heimbach, τὸ συμπλήρωμα Lingenthal καὶ τὸ ὑπὸ Ἐκδόσεων τῶν Ferrini καὶ Mercati, εἰς ἡμᾶς προσεχῶς μέχρι τῆς καταλήξεως τοῦ Βυζαντινοῦ αὐτοκρατορίας ἐκδοθεῖσαι νεαραὶ τὸ jus Graecoromanum ὁ Ἰόνιος καὶ ἡ Γαλλικὴ Κλίσις. Πᾶσα ἡ ὕλη τῆς βασιλικῆς τῶν σημερινῶν ἐκδόσεων καὶ ἀναγεγραμμένων ἐγκατεστάθη, μετὰ πολλῶν σημειώσεων.: [846, 541, 1120, 660]
- list-item: Κακάο: [989, 1005, 1025, 1018]
- calendar-title: ΗΜΕΡΟΛΟΓΙΟΝ: [79, 135, 230, 156]
- section-heading: ΝΕΑΙ ΕΚΔΟΣΕΙΣ: [899, 512, 1067, 538]
- article-summary: ΑΙ ΕΝΕΡΓΕΙΑΙ ΤΩΝ ΒΟΥΛΓΑΡΙΚΩΝ ΚΟΜΙΤΑΤΩΝ.—Η ΕΤΑΣΙΣ ΤΗΣ ΒΟΥΛΓΑΡΙΑΣ.—Η ΕΠΕΜΒΑΣΙΣ ΤΗΣ ΡΩΣΙΑΣ.—Ο ΕΝ ΣΟΦΙΑ ΠΡΑΚΤΩΡ ΤΗΣ ΡΩΣΙΑΣ: [1136, 297, 1390, 349]
- list-item: Φερνὲ Μπράνκα: [989, 1070, 1077, 1083]
- masthead-rule: [28, 124, 1390, 126]
- advert-address: Ὁδὸς Ἀριστείδου ἀριθ. 6: [895, 1545, 1071, 1561]
- list-item: Κέρι: [989, 1161, 1014, 1173]
- section-heading: ΤΡΑΠΕΖΑ ΑΘΗΝΩΝ: [598, 489, 805, 515]
- advert-subheadline: Τοῦ χειρούργου ἰατροῦ: [1180, 1776, 1345, 1792]
- advert-headline: ΤΟ ΦΩΤΟΓΡΑΦΕΙΟΝ ΚΑΙ ΦΩΤΟΤΥΠΕΙΟΝ: [617, 1239, 787, 1273]
